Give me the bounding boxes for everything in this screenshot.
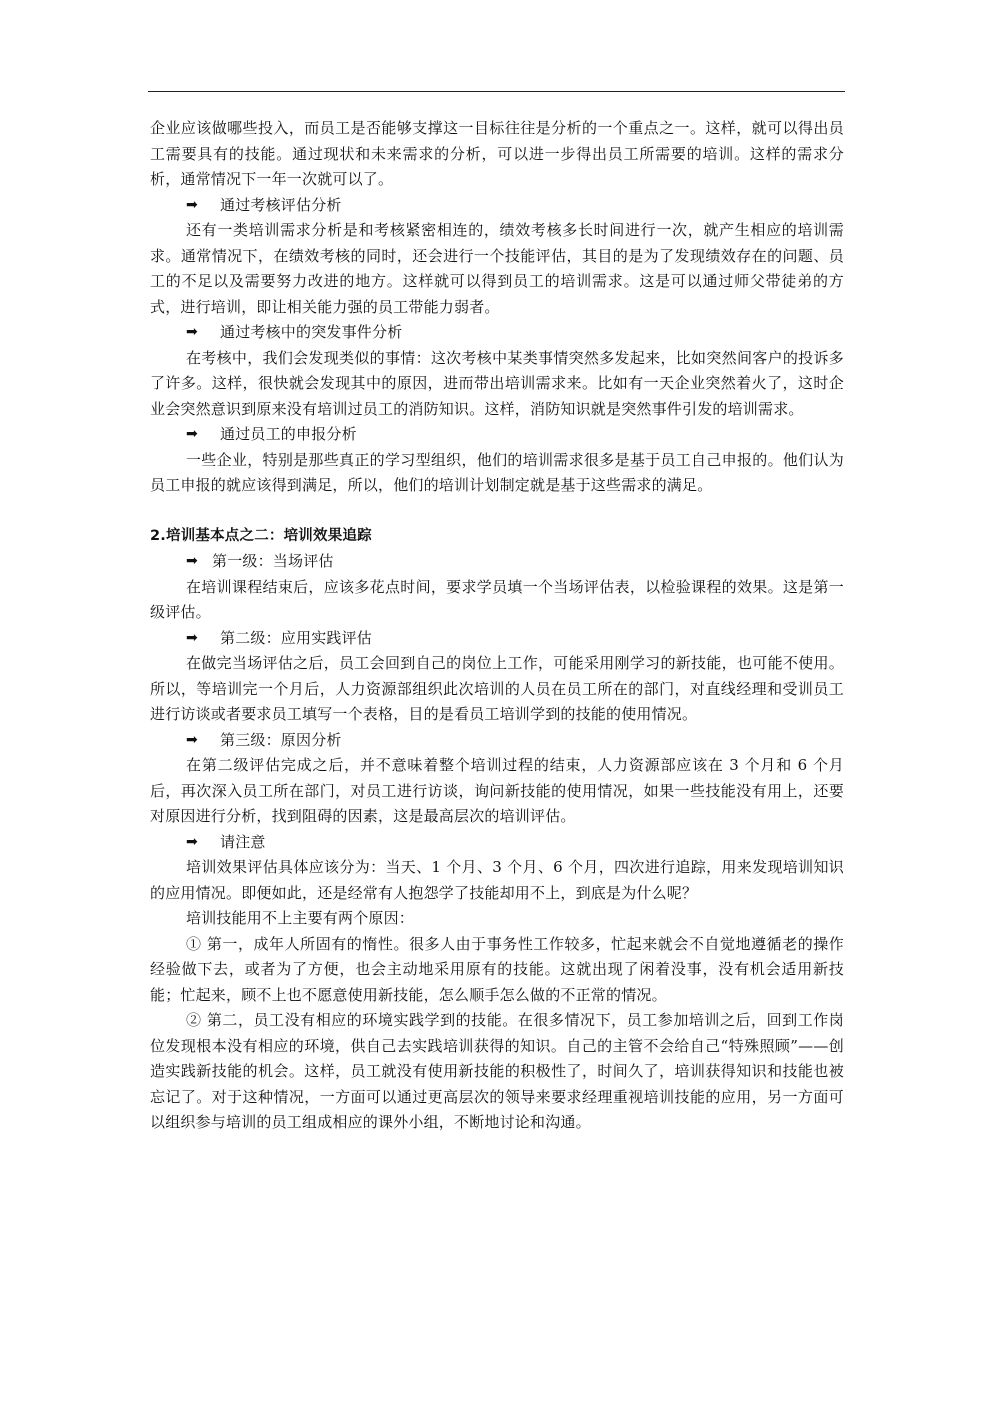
header-rule — [148, 91, 845, 92]
paragraph: 还有一类培训需求分析是和考核紧密相连的，绩效考核多长时间进行一次，就产生相应的培训需求。通常情况下，在绩效考核的同时，还会进行一个技能评估，其目的是为了发现绩效存在的问题、员工的不足以及需要努力改进的地方。这样就可以得到员工的培训需求。这是可以通过师父带徒弟的方式，进行培训，即让相关能力强的员工带能力弱者。 — [150, 221, 844, 316]
bullet-label: 第二级：应用实践评估 — [220, 628, 373, 647]
bullet-item — [150, 193, 844, 219]
paragraph: 培训技能用不上主要有两个原因： — [186, 909, 415, 927]
bullet-item — [150, 549, 844, 575]
paragraph-intro: 企业应该做哪些投入，而员工是否能够支撑这一目标往往是分析的一个重点之一。这样，就可以得出员工需要具有的技能。通过现状和未来需求的分析，可以进一步得出员工所需要的培训。这样的需求分析，通常情况下一年一次就可以了。 — [150, 119, 844, 188]
right-arrow-icon: ➡ — [186, 426, 198, 442]
paragraph: 培训效果评估具体应该分为：当天、1 个月、3 个月、6 个月，四次进行追踪，用来发现培训知识的应用情况。即便如此，还是经常有人抱怨学了技能却用不上，到底是为什么呢？ — [150, 858, 844, 902]
right-arrow-icon: ➡ — [186, 731, 198, 748]
section-heading: 2.培训基本点之二：培训效果追踪 — [150, 527, 372, 544]
paragraph: 在考核中，我们会发现类似的事情：这次考核中某类事情突然多发起来，比如突然间客户的投诉多了许多。这样，很快就会发现其中的原因，进而带出培训需求来。比如有一天企业突然着火了，这时企业会突然意识到原来没有培训过员工的消防知识。这样，消防知识就是突然事件引发的培训需求。 — [150, 348, 844, 418]
paragraph: 在第二级评估完成之后，并不意味着整个培训过程的结束，人力资源部应该在 3 个月和 6 个月后，再次深入员工所在部门，对员工进行访谈，询问新技能的使用情况，如果一些技能没有用上，还要对原因进行分析，找到阻碍的因素，这是最高层次的培训评估。 — [150, 756, 844, 825]
bullet-item — [150, 320, 844, 346]
bullet-item — [150, 422, 844, 448]
bullet-label: 通过考核评估分析 — [220, 195, 342, 214]
bullet-label: 通过考核中的突发事件分析 — [220, 323, 403, 341]
paragraph: 在培训课程结束后，应该多花点时间，要求学员填一个当场评估表，以检验课程的效果。这是第一级评估。 — [150, 577, 844, 621]
right-arrow-icon: ➡ — [186, 324, 198, 340]
document-body — [150, 116, 844, 1136]
bullet-item — [150, 626, 844, 652]
bullet-label: 请注意 — [220, 832, 266, 851]
bullet-item — [150, 728, 844, 754]
paragraph: 一些企业，特别是那些真正的学习型组织，他们的培训需求很多是基于员工自己申报的。他们认为员工申报的就应该得到满足，所以，他们的培训计划制定就是基于这些需求的满足。 — [150, 450, 844, 494]
bullet-label: 第一级：当场评估 — [212, 552, 334, 570]
paragraph-reason-1: ① 第一，成年人所固有的惰性。很多人由于事务性工作较多，忙起来就会不自觉地遵循老的操作经验做下去，或者为了方便，也会主动地采用原有的技能。这就出现了闲着没事，没有机会适用新技能；忙起来，顾不上也不愿意使用新技能，怎么顺手怎么做的不正常的情况。 — [150, 934, 844, 1004]
right-arrow-icon: ➡ — [186, 553, 198, 569]
bullet-label: 通过员工的申报分析 — [220, 425, 357, 443]
bullet-item — [150, 830, 844, 856]
paragraph-reason-2: ② 第二，员工没有相应的环境实践学到的技能。在很多情况下，员工参加培训之后，回到工作岗位发现根本没有相应的环境，供自己去实践培训获得的知识。自己的主管不会给自己“特殊照顾”——创造实践新技能的机会。这样，员工就没有使用新技能的积极性了，时间久了，培训获得知识和技能也被忘记了。对于这种情况，一方面可以通过更高层次的领导来要求经理重视培训技能的应用，另一方面可以组织参与培训的员工组成相应的课外小组，不断地讨论和沟通。 — [150, 1011, 844, 1131]
paragraph: 在做完当场评估之后，员工会回到自己的岗位上工作，可能采用刚学习的新技能，也可能不使用。所以，等培训完一个月后，人力资源部组织此次培训的人员在员工所在的部门，对直线经理和受训员工进行访谈或者要求员工填写一个表格，目的是看员工培训学到的技能的使用情况。 — [150, 654, 844, 723]
right-arrow-icon: ➡ — [186, 629, 198, 646]
right-arrow-icon: ➡ — [186, 196, 198, 213]
bullet-label: 第三级：原因分析 — [220, 730, 342, 749]
right-arrow-icon: ➡ — [186, 833, 198, 850]
